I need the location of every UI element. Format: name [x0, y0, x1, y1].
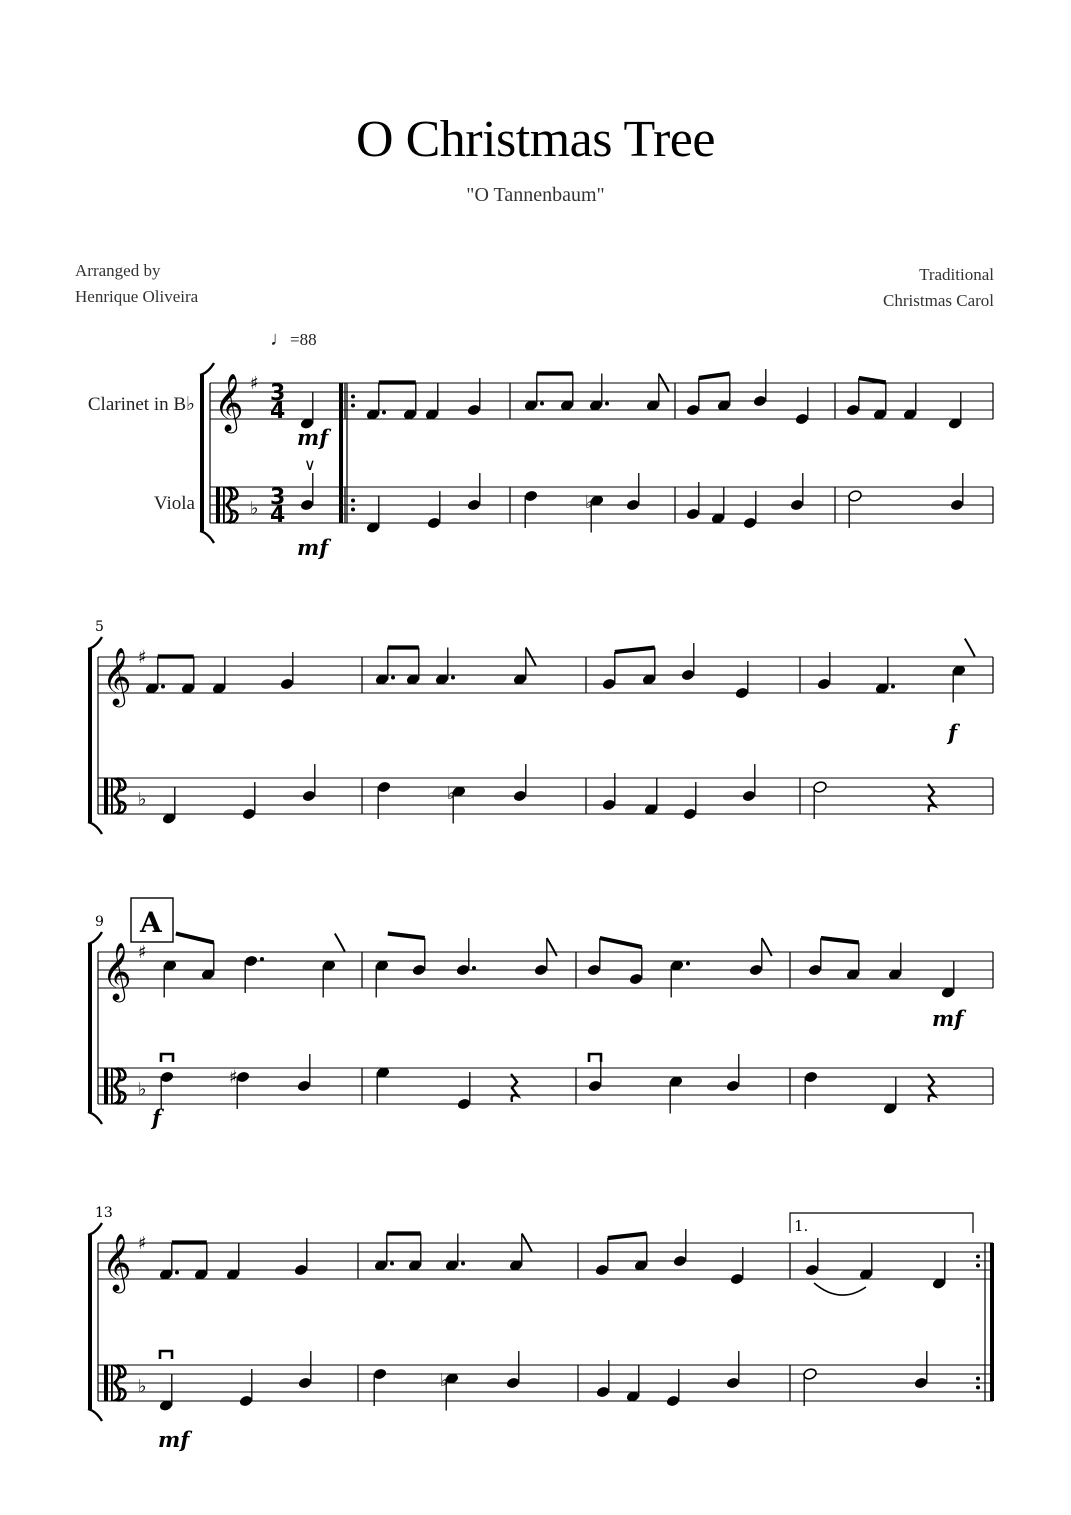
note-beam [608, 1234, 647, 1239]
system-bracket [200, 363, 214, 375]
system-bracket [88, 932, 102, 944]
tempo-value: =88 [290, 330, 317, 349]
final-barline [990, 1243, 994, 1401]
repeat-dot [351, 499, 355, 503]
dynamic-f: f [152, 1105, 162, 1130]
measure-number: 9 [95, 914, 104, 930]
volta-bracket [790, 1213, 973, 1233]
score-subtitle: "O Tannenbaum" [466, 184, 605, 206]
alto-clef-icon [104, 1068, 108, 1104]
sharp-accidental: ♯ [229, 1067, 238, 1088]
system-bracket [88, 1235, 92, 1409]
time-signature-bottom: 4 [270, 503, 286, 528]
arranger-line-2: Henrique Oliveira [75, 287, 199, 306]
viola-part-label: Viola [153, 493, 195, 514]
note-beam [859, 378, 886, 383]
down-bow-icon [160, 1351, 172, 1359]
down-bow-icon [589, 1054, 601, 1062]
system-bracket [88, 822, 102, 834]
sharp-accidental: ♯ [138, 1233, 147, 1254]
augmentation-dot [686, 962, 690, 966]
sharp-accidental: ♯ [138, 647, 147, 668]
repeat-dot [351, 395, 355, 399]
alto-clef-icon [104, 1365, 108, 1401]
flat-accidental: ♭ [585, 492, 594, 513]
system-bracket [88, 1223, 102, 1235]
repeat-dot [976, 1377, 980, 1381]
augmentation-dot [605, 402, 609, 406]
start-repeat-thick [339, 383, 343, 523]
quarter-rest [928, 784, 935, 812]
measure-number: 13 [95, 1205, 113, 1221]
augmentation-dot [451, 676, 455, 680]
system-bracket [88, 649, 92, 822]
augmentation-dot [472, 966, 476, 970]
dynamic-mf: mf [932, 1006, 964, 1031]
augmentation-dot [391, 676, 395, 680]
augmentation-dot [260, 957, 264, 961]
alto-clef-icon [111, 1365, 113, 1401]
alto-clef-icon [216, 487, 220, 523]
quarter-note-icon: ♩ [270, 328, 290, 350]
system-bracket [200, 375, 204, 531]
augmentation-dot [891, 685, 895, 689]
augmentation-dot [540, 402, 544, 406]
slur [814, 1283, 866, 1295]
systems-group [88, 363, 994, 1452]
note-flag [762, 938, 772, 956]
treble-clef-icon: 𝄞 [102, 1233, 132, 1291]
score-title: O Christmas Tree [356, 111, 715, 168]
flat-accidental: ♭ [138, 1079, 147, 1100]
alto-clef-icon [104, 778, 108, 814]
note-beam [615, 648, 655, 653]
flat-accidental: ♭ [138, 789, 147, 810]
flat-accidental: ♭ [250, 498, 259, 519]
treble-clef-icon: 𝄞 [102, 942, 132, 1000]
time-signature-bottom: 4 [270, 399, 286, 424]
augmentation-dot [175, 1271, 179, 1275]
time-signature-top: 3 [270, 485, 286, 510]
composer-line-2: Christmas Carol [883, 291, 994, 310]
augmentation-dot [461, 1262, 465, 1266]
flat-accidental: ♭ [440, 1370, 449, 1391]
system-bracket [200, 531, 214, 543]
system-bracket [88, 637, 102, 649]
flat-accidental: ♭ [138, 1376, 147, 1397]
quarter-rest [928, 1074, 935, 1102]
dynamic-f: f [948, 720, 958, 745]
note-beam [176, 934, 214, 943]
quarter-rest [511, 1074, 518, 1102]
volta-label: 1. [794, 1217, 809, 1235]
note-flag [335, 934, 345, 952]
sharp-accidental: ♯ [250, 373, 259, 394]
alto-clef-icon [223, 487, 225, 523]
note-beam [600, 938, 642, 947]
arranger-line-1: Arranged by [75, 261, 161, 280]
repeat-dot [976, 1255, 980, 1259]
system-bracket [88, 1112, 102, 1124]
flat-accidental: ♭ [447, 783, 456, 804]
augmentation-dot [382, 411, 386, 415]
treble-clef-icon: 𝄞 [214, 373, 244, 431]
treble-clef-icon: 𝄞 [102, 647, 132, 705]
alto-clef-icon [111, 1068, 113, 1104]
note-beam [699, 374, 730, 379]
sharp-accidental: ♯ [138, 942, 147, 963]
augmentation-dot [390, 1262, 394, 1266]
composer-line-1: Traditional [919, 265, 994, 284]
repeat-dot [351, 508, 355, 512]
up-bow-icon: ∨ [304, 455, 316, 474]
dynamic-mf: mf [297, 535, 329, 560]
repeat-dot [351, 404, 355, 408]
note-flag [547, 938, 557, 956]
augmentation-dot [161, 685, 165, 689]
repeat-dot [976, 1264, 980, 1268]
note-beam [388, 934, 425, 939]
measure-number: 5 [95, 619, 104, 635]
time-signature-top: 3 [270, 381, 286, 406]
note-flag [965, 639, 975, 657]
alto-clef-icon [111, 778, 113, 814]
system-bracket [88, 944, 92, 1112]
repeat-dot [976, 1386, 980, 1390]
dynamic-mf: mf [158, 1427, 190, 1452]
down-bow-icon [161, 1054, 173, 1062]
clarinet-part-label: Clarinet in B♭ [87, 394, 195, 415]
system-bracket [88, 1409, 102, 1421]
dynamic-mf: mf [297, 425, 329, 450]
note-beam [821, 938, 859, 943]
rehearsal-mark-letter: A [140, 906, 162, 939]
